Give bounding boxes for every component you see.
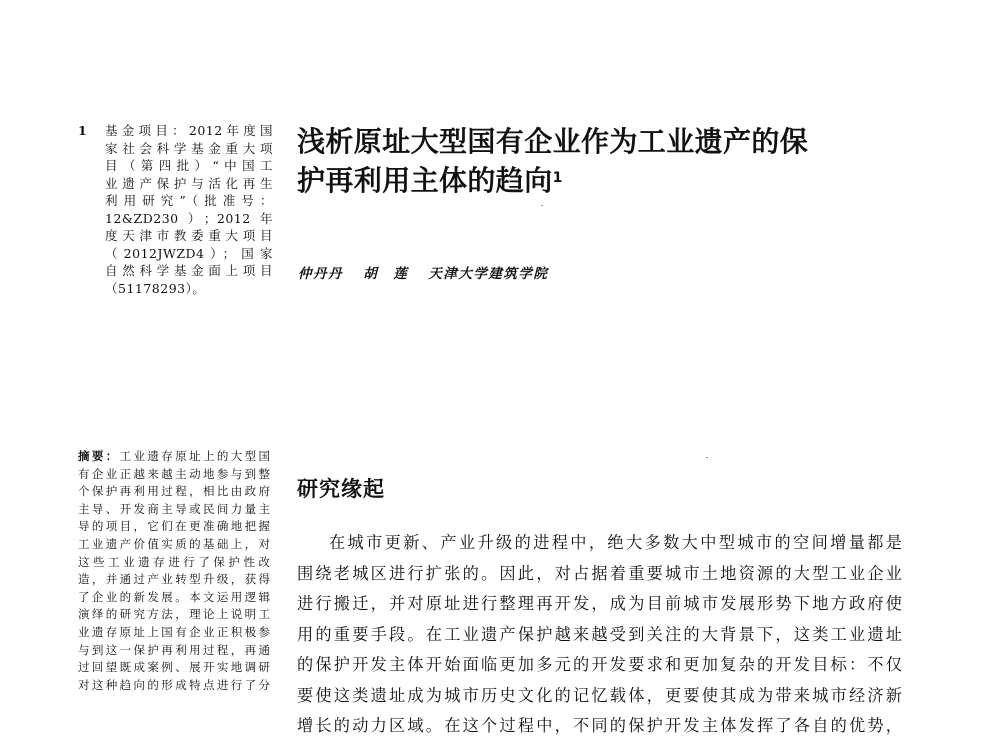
footnote-line: 目（第四批）“中国工	[105, 158, 273, 173]
footnote-line: 基金项目：2012年度国	[105, 123, 273, 138]
abstract-line: 对这种趋向的形成特点进行了分	[78, 677, 270, 692]
abstract-line: 个保护再利用过程，相比由政府	[78, 484, 270, 499]
abstract-line	[78, 448, 270, 466]
body-line: 的保护开发主体开始面临更加多元的开发要求和更加复杂的开发目标：不仅	[297, 655, 902, 674]
title-line-2	[297, 161, 907, 200]
body-line: 用的重要手段。在工业遗产保护越来越受到关注的大背景下，这类工业遗址	[297, 624, 902, 644]
author-affiliation: 天津大学建筑学院	[428, 266, 549, 282]
abstract-line: 业遗存原址上国有企业正积极参	[78, 624, 270, 639]
scan-speck	[541, 205, 543, 206]
abstract-line: 这些工业遗存进行了保护性改	[78, 554, 270, 569]
abstract-text: 工业遗存原址上的大型国	[119, 449, 270, 463]
abstract-line: 与到这一保护再利用过程，再通	[78, 642, 270, 657]
article-title	[297, 122, 907, 200]
body-line: 在城市更新、产业升级的进程中，绝大多数大中型城市的空间增量都是	[329, 533, 902, 552]
abstract-line: 了企业的新发展。本文运用逻辑	[78, 589, 270, 604]
footnote-line: 12&ZD230）；2012年	[105, 210, 273, 226]
scan-speck	[706, 457, 708, 458]
footnote-marker: 1	[78, 123, 88, 138]
abstract-line: 工业遗产价值实质的基础上，对	[78, 536, 270, 551]
title-line-2-text: 护再利用主体的趋向	[297, 164, 553, 197]
author-name: 胡 莲	[363, 266, 409, 282]
body-line: 增长的动力区域。在这个过程中，不同的保护开发主体发挥了各自的优势，	[297, 716, 902, 735]
abstract-line: 导的项目，它们在更准确地把握	[78, 519, 270, 534]
body-line: 要使这类遗址成为城市历史文化的记忆载体，更要使其成为带来城市经济新	[297, 685, 902, 705]
abstract	[78, 448, 270, 694]
abstract-line: 有企业正越来越主动地参与到整	[78, 466, 270, 481]
footnote-line: 度天津市教委重大项目	[105, 228, 273, 243]
title-footnote-ref: 1	[552, 170, 563, 186]
abstract-label: 摘要：	[78, 449, 120, 463]
abstract-line: 主导、开发商主导或民间力量主	[78, 501, 270, 516]
footnote-line: 业遗产保护与活化再生	[105, 175, 273, 191]
author-name: 仲丹丹	[298, 266, 343, 282]
body-paragraph	[297, 528, 902, 742]
abstract-line: 过回望既成案例、展开实地调研	[78, 660, 270, 675]
footnote-line: 自然科学基金面上项目	[105, 263, 273, 278]
body-line: 围绕老城区进行扩张的。因此，对占据着重要城市土地资源的大型工业企业	[297, 563, 902, 583]
footnote-line: 利用研究”（批准号：	[105, 193, 273, 208]
section-heading: 研究缘起	[297, 477, 385, 501]
footnote-line: （51178293）。	[105, 280, 206, 296]
abstract-line: 造，并通过产业转型升级，获得	[78, 572, 270, 587]
abstract-line: 演绎的研究方法，理论上说明工	[78, 607, 270, 622]
footnote-line: （2012JWZD4）；国家	[105, 245, 273, 261]
funding-footnote	[78, 122, 273, 297]
body-line: 进行搬迁，并对原址进行整理再开发，成为目前城市发展形势下地方政府使	[297, 594, 902, 613]
footnote-line: 家社会科学基金重大项	[105, 140, 273, 156]
title-line-1: 浅析原址大型国有企业作为工业遗产的保	[297, 125, 809, 158]
author-line	[298, 262, 562, 282]
